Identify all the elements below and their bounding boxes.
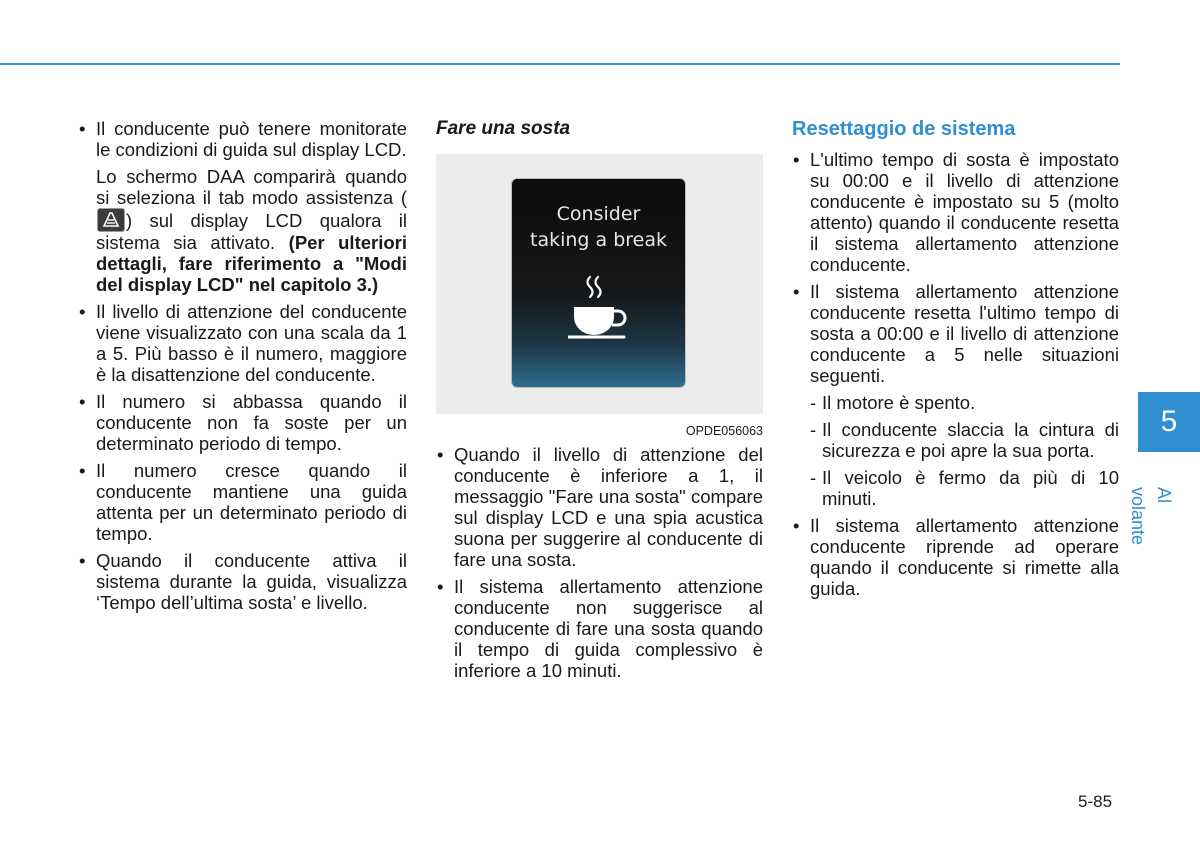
bullet-item (792, 149, 1119, 275)
chapter-tab: 5 (1138, 392, 1200, 452)
coffee-cup-icon (568, 273, 632, 343)
lcd-message-line: taking a break (530, 229, 667, 251)
bullet-text: Quando il livello di attenzione del conducente è inferiore a 1, il messaggio "Fare una sosta" compare sul display LCD e una spia acustica suona per suggerire al conducente di fare una sosta. (454, 444, 763, 570)
dash-text: Il motore è spento. (822, 392, 976, 413)
bullet-text: Il sistema allertamento attenzione conducente non suggerisce al conducente di fare una sosta quando il tempo di guida complessivo è inferiore a 10 minuti. (454, 576, 763, 681)
lcd-message (512, 201, 685, 253)
dash-item (792, 392, 1119, 413)
column-1 (78, 118, 407, 619)
section-body (436, 444, 763, 681)
lcd-display (512, 179, 685, 387)
bullet-text: Il conducente può tenere monitorate le condizioni di guida sul display LCD. (96, 118, 407, 160)
bullet-item (78, 460, 407, 544)
paragraph-daa-screen (96, 166, 407, 295)
bullet-text: Il livello di attenzione del conducente viene visualizzato con una scala da 1 a 5. Più basso è il numero, maggiore è la disattenzione del conducente. (96, 301, 407, 385)
column-3 (792, 118, 1119, 605)
section-heading: Resettaggio de sistema (792, 118, 1016, 140)
paragraph-text: ) sul display LCD qualora il sistema sia attivato. (96, 210, 407, 253)
figure-lcd-break (436, 154, 763, 438)
bullet-item (436, 576, 763, 681)
bullet-text: L'ultimo tempo di sosta è impostato su 00:00 e il livello di attenzione conducente è impostato su 5 (molto attento) quando il conducente resetta il sistema allertamento attenzione conducente. (810, 149, 1119, 275)
bullet-text: Quando il conducente attiva il sistema durante la guida, visualizza ‘Tempo dell’ultima sosta’ e livello. (96, 550, 407, 613)
bullet-item (78, 550, 407, 613)
dash-item (792, 467, 1119, 509)
dash-text: Il conducente slaccia la cintura di sicurezza e poi apre la sua porta. (822, 419, 1119, 461)
page-number: 5-85 (1078, 792, 1113, 811)
lcd-message-line: Consider (556, 203, 641, 225)
bullet-text: Il numero cresce quando il conducente mantiene una guida attenta per un determinato periodo di tempo. (96, 460, 407, 544)
bullet-item (436, 444, 763, 570)
bullet-item (78, 391, 407, 454)
bullet-item (78, 301, 407, 385)
column-2 (436, 118, 763, 687)
bullet-text: Il numero si abbassa quando il conducente non fa soste per un determinato periodo di tempo. (96, 391, 407, 454)
section-heading: Fare una sosta (436, 118, 571, 139)
figure-code: OPDE056063 (685, 424, 763, 438)
bullet-item (792, 515, 1119, 599)
bullet-text: Il sistema allertamento attenzione conducente riprende ad operare quando il conducente si rimette alla guida. (810, 515, 1119, 599)
dash-item (792, 419, 1119, 461)
dash-text: Il veicolo è fermo da più di 10 minuti. (822, 467, 1119, 509)
bullet-item (78, 118, 407, 295)
paragraph-text: Lo schermo DAA comparirà quando si seleziona il tab modo assistenza ( (96, 166, 407, 208)
assist-mode-tab-icon (97, 208, 125, 232)
cross-reference: (Per ulteriori dettagli, fare riferimento a "Modi del display LCD" nel capitolo 3.) (96, 232, 408, 295)
bullet-item (792, 281, 1119, 386)
header-rule (0, 63, 1120, 65)
bullet-text: Il sistema allertamento attenzione conducente resetta l'ultimo tempo di sosta a 00:00 e il livello di attenzione conducente a 5 nelle situazioni seguenti. (810, 281, 1119, 386)
chapter-title: Al volante (1128, 487, 1174, 546)
